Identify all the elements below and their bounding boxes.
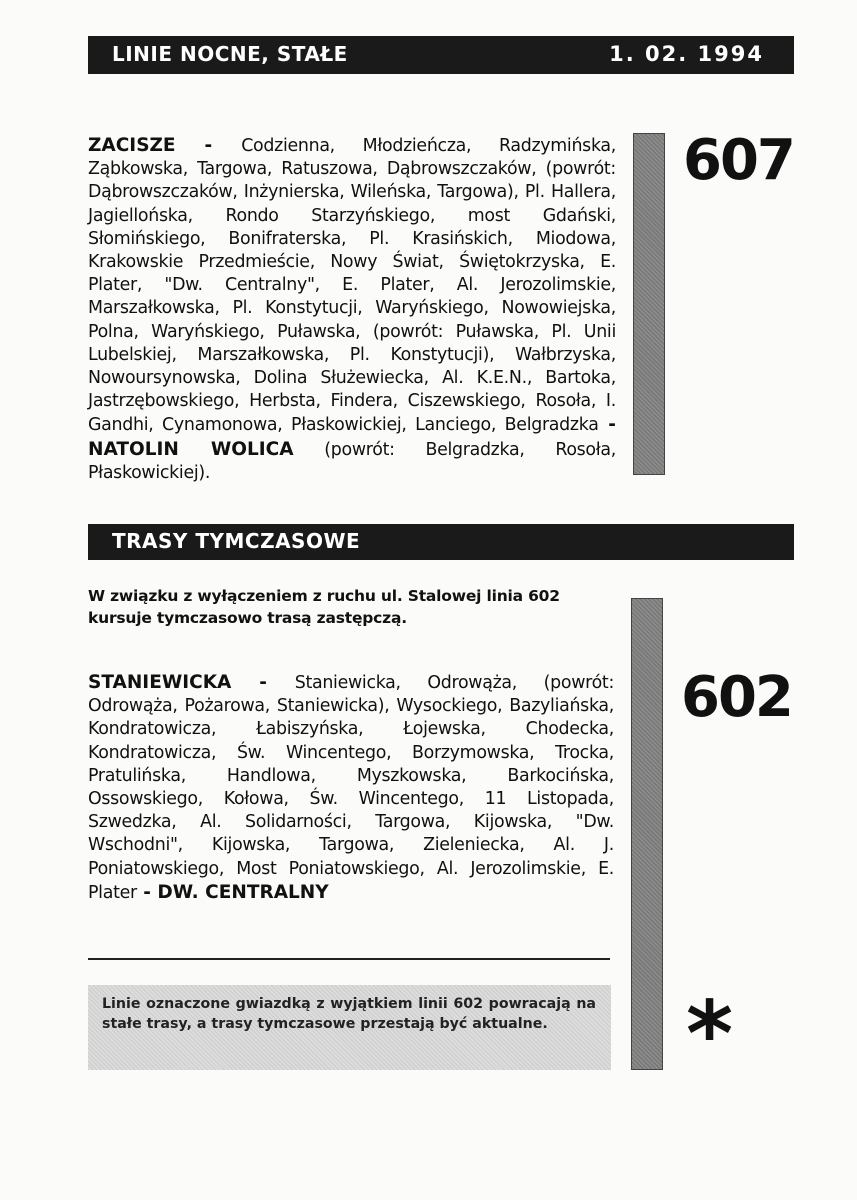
route-602-separator-start: - <box>231 672 295 693</box>
route-602-streets: Staniewicka, Odrowąża, (powrót: Odrowąża, Pożarowa, Staniewicka), Wysockiego, Bazyliańska, Kondratowicza, Łabiszyńska, Łojewska, Chodecka, Kondratowicza, Św. Wincentego, Borzymowska, Trocka, Pratulińska, Handlowa, Myszkowska, Barkocińska, Ossowskiego, Kołowa, Św. Wincentego, 11 Listopada, Szwedzka, Al. Solidarności, Targowa, Kijowska, "Dw. Wschodni", Kijowska, Targowa, Zieleniecka, Al. J. Poniatowskiego, Most Poniatowskiego, Al. Jerozolimskie, E. Plater <box>88 673 614 903</box>
route-607-start: ZACISZE <box>88 135 176 156</box>
route-607-separator-start: - <box>175 135 242 156</box>
asterisk-symbol: * <box>686 982 734 1087</box>
route-602-end: DW. CENTRALNY <box>157 881 329 903</box>
route-607-end: NATOLIN WOLICA <box>88 438 294 460</box>
route-602-description <box>88 671 614 905</box>
header-title: LINIE NOCNE, STAŁE <box>112 42 348 66</box>
route-607-number: 607 <box>683 128 794 193</box>
temporary-notice: W związku z wyłączeniem z ruchu ul. Stalowej linia 602 kursuje tymczasowo trasą zastępczą. <box>88 587 560 627</box>
route-607-description <box>88 134 616 485</box>
header-date: 1. 02. 1994 <box>609 42 764 66</box>
divider-line <box>88 958 610 960</box>
route-607-return-note: (powrót: Belgradzka, Rosoła, Płaskowickiej). <box>88 439 616 483</box>
route-602-separator-end: - <box>136 881 158 903</box>
route-607-marker-bar <box>633 133 665 475</box>
footer-note-text: Linie oznaczone gwiazdką z wyjątkiem linii 602 powracają na stałe trasy, a trasy tymczasowe przestają być aktualne. <box>102 996 596 1032</box>
route-607-streets: Codzienna, Młodzieńcza, Radzymińska, Ząbkowska, Targowa, Ratuszowa, Dąbrowszczaków, (powrót: Dąbrowszczaków, Inżynierska, Wileńska, Targowa), Pl. Hallera, Jagiellońska, Rondo Starzyńskiego, most Gdański, Słomińskiego, Bonifraterska, Pl. Krasińskich, Miodowa, Krakowskie Przedmieście, Nowy Świat, Świętokrzyska, E. Plater, "Dw. Centralny", E. Plater, Al. Jerozolimskie, Marszałkowska, Pl. Konstytucji, Waryńskiego, Nowowiejska, Polna, Waryńskiego, Puławska, (powrót: Puławska, Pl. Unii Lubelskiej, Marszałkowska, Pl. Konstytucji), Wałbrzyska, Nowoursynowska, Dolina Służewiecka, Al. K.E.N., Bartoka, Jastrzębowskiego, Herbsta, Findera, Ciszewskiego, Rosoła, I. Gandhi, Cynamonowa, Płaskowickiej, Lanciego, Belgradzka <box>88 136 616 436</box>
header-bar <box>88 36 794 74</box>
route-602-number: 602 <box>681 665 792 730</box>
route-602-start: STANIEWICKA <box>88 672 232 693</box>
route-607-separator-end: - <box>598 414 616 436</box>
section-temporary-bar <box>88 524 794 560</box>
footer-note-box <box>88 985 611 1070</box>
route-602-marker-bar <box>631 598 663 1070</box>
section-temporary-title: TRASY TYMCZASOWE <box>112 529 361 553</box>
